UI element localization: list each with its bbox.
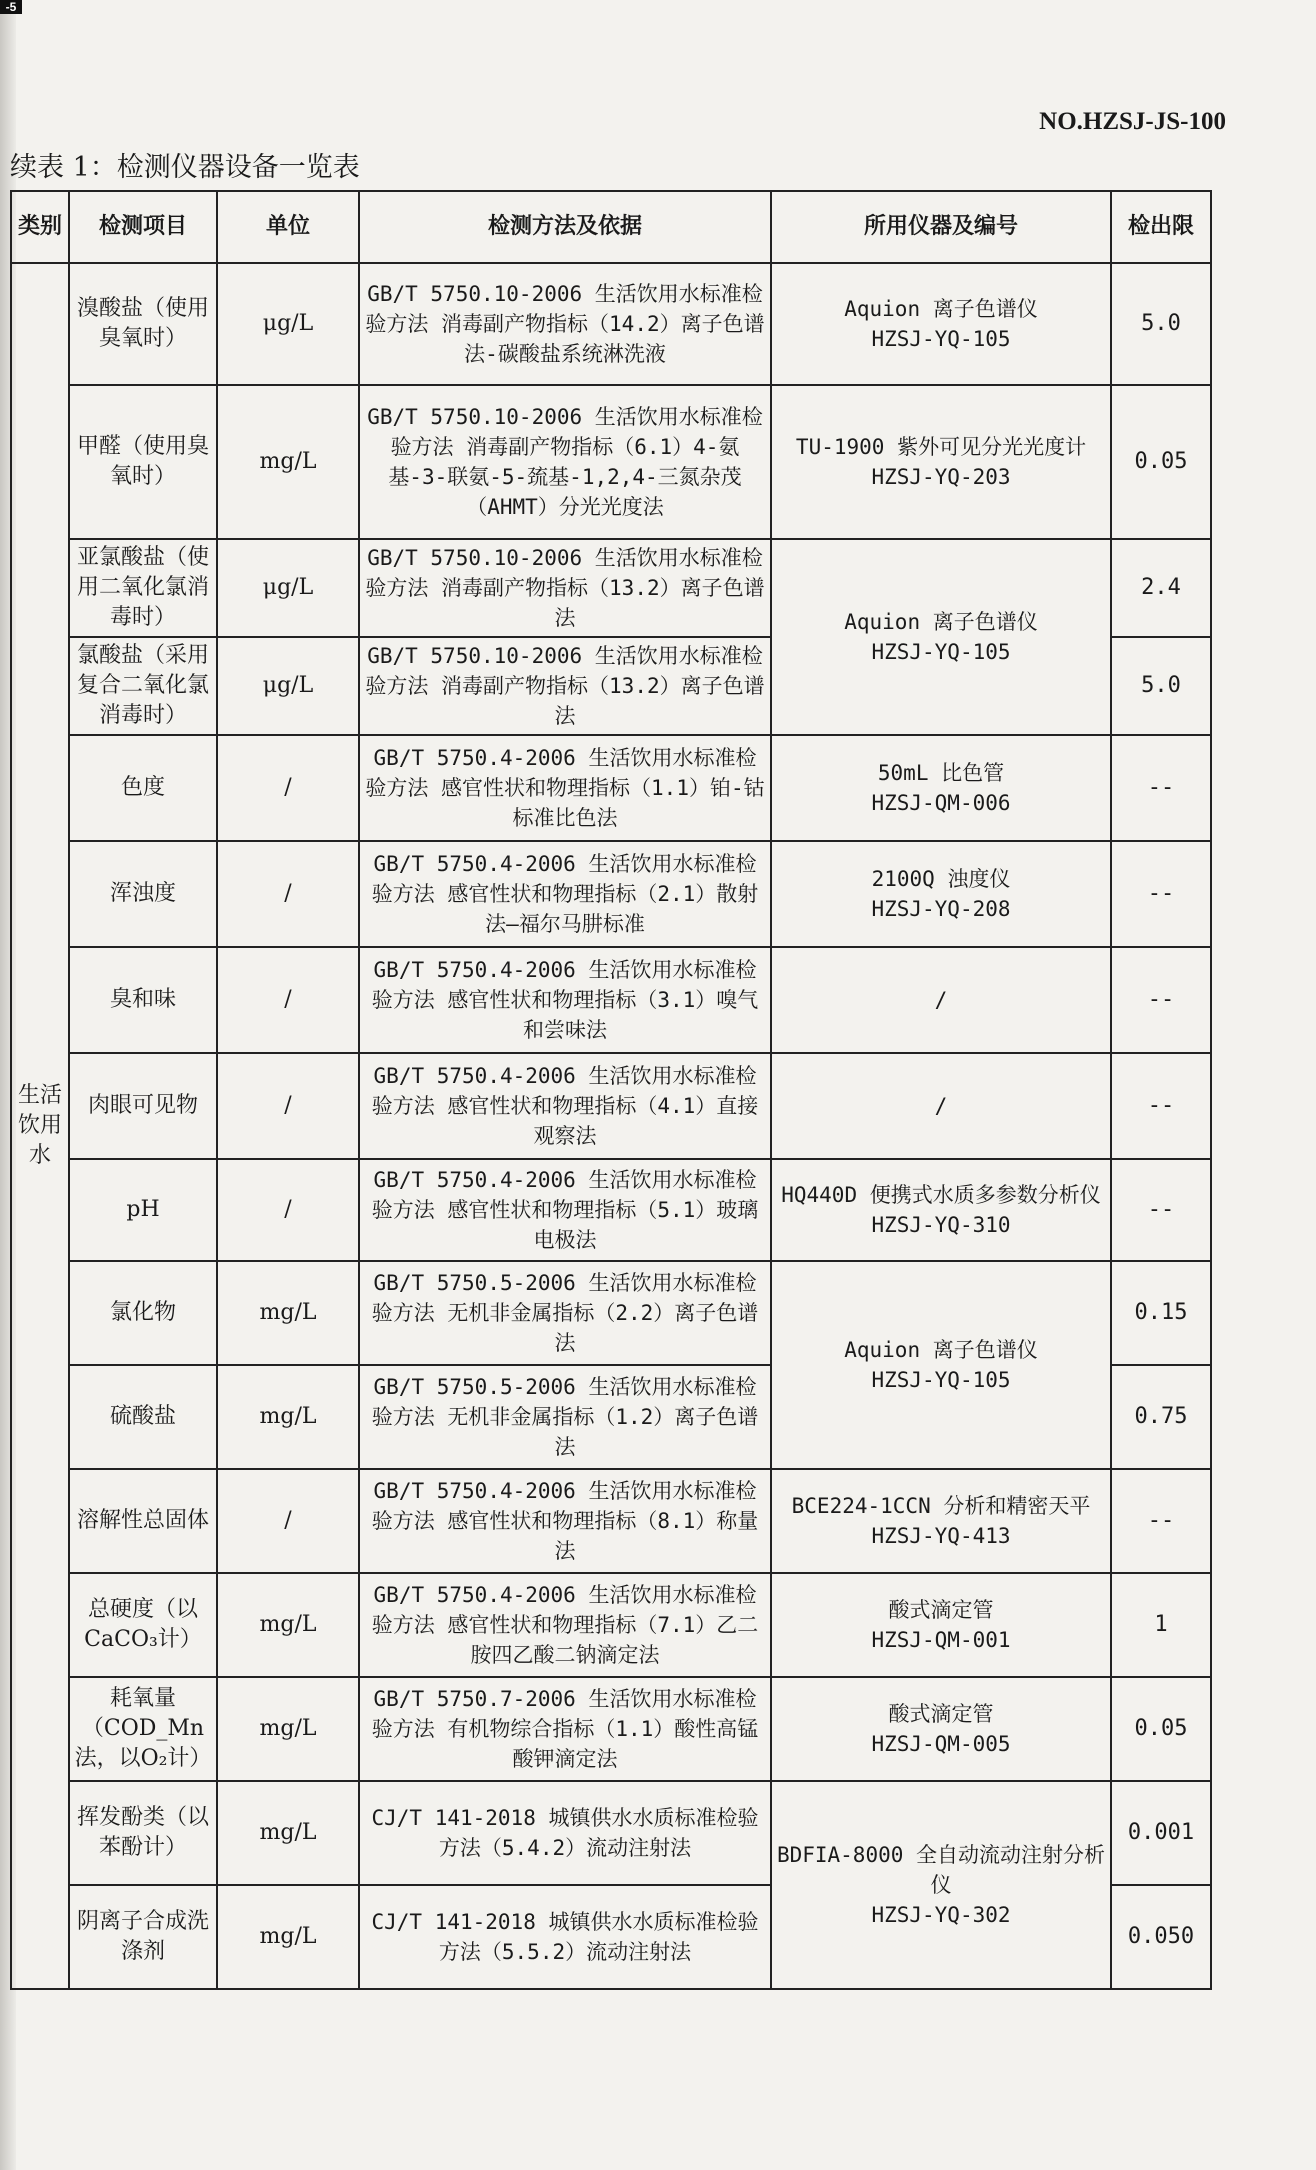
unit-cell: mg/L xyxy=(217,1261,359,1365)
method-cell: GB/T 5750.5-2006 生活饮用水标准检验方法 无机非金属指标（2.2）离子色谱法 xyxy=(359,1261,771,1365)
limit-cell: -- xyxy=(1111,735,1211,841)
item-cell: 肉眼可见物 xyxy=(69,1053,217,1159)
header-category: 类别 xyxy=(11,191,69,263)
limit-cell: -- xyxy=(1111,841,1211,947)
table-row xyxy=(11,947,1211,1053)
item-cell: 阴离子合成洗涤剂 xyxy=(69,1885,217,1989)
red-seal-stamp-fragment xyxy=(1276,760,1316,1120)
item-cell: 氯化物 xyxy=(69,1261,217,1365)
unit-cell: μg/L xyxy=(217,263,359,385)
limit-cell: 0.001 xyxy=(1111,1781,1211,1885)
item-cell: 甲醛（使用臭氧时） xyxy=(69,385,217,539)
header-method: 检测方法及依据 xyxy=(359,191,771,263)
limit-cell: 0.05 xyxy=(1111,1677,1211,1781)
limit-cell: 0.75 xyxy=(1111,1365,1211,1469)
instrument-cell: HQ440D 便携式水质多参数分析仪 HZSJ-YQ-310 xyxy=(771,1159,1111,1261)
method-cell: CJ/T 141-2018 城镇供水水质标准检验方法（5.4.2）流动注射法 xyxy=(359,1781,771,1885)
unit-cell: μg/L xyxy=(217,637,359,735)
unit-cell: / xyxy=(217,1159,359,1261)
instrument-cell: BCE224-1CCN 分析和精密天平 HZSJ-YQ-413 xyxy=(771,1469,1111,1573)
page-tab: -5 xyxy=(0,0,22,14)
table-row xyxy=(11,539,1211,637)
header-limit: 检出限 xyxy=(1111,191,1211,263)
instrument-cell: Aquion 离子色谱仪 HZSJ-YQ-105 xyxy=(771,1261,1111,1469)
unit-cell: / xyxy=(217,841,359,947)
method-cell: GB/T 5750.4-2006 生活饮用水标准检验方法 感官性状和物理指标（2.1）散射法—福尔马肼标准 xyxy=(359,841,771,947)
instrument-cell: Aquion 离子色谱仪 HZSJ-YQ-105 xyxy=(771,263,1111,385)
table-row xyxy=(11,1469,1211,1573)
item-cell: 硫酸盐 xyxy=(69,1365,217,1469)
limit-cell: -- xyxy=(1111,1053,1211,1159)
method-cell: CJ/T 141-2018 城镇供水水质标准检验方法（5.5.2）流动注射法 xyxy=(359,1885,771,1989)
document-number: NO.HZSJ-JS-100 xyxy=(1039,108,1226,135)
table-row xyxy=(11,1053,1211,1159)
unit-cell: / xyxy=(217,735,359,841)
category-cell: 生活饮用水 xyxy=(11,263,69,1989)
instrument-cell: / xyxy=(771,1053,1111,1159)
unit-cell: mg/L xyxy=(217,1573,359,1677)
item-cell: 臭和味 xyxy=(69,947,217,1053)
unit-cell: mg/L xyxy=(217,385,359,539)
unit-cell: mg/L xyxy=(217,1677,359,1781)
limit-cell: -- xyxy=(1111,1469,1211,1573)
item-cell: 浑浊度 xyxy=(69,841,217,947)
table-title: 续表 1：检测仪器设备一览表 xyxy=(10,152,360,183)
instrument-cell: / xyxy=(771,947,1111,1053)
method-cell: GB/T 5750.7-2006 生活饮用水标准检验方法 有机物综合指标（1.1）酸性高锰酸钾滴定法 xyxy=(359,1677,771,1781)
instrument-cell: TU-1900 紫外可见分光光度计 HZSJ-YQ-203 xyxy=(771,385,1111,539)
header-item: 检测项目 xyxy=(69,191,217,263)
unit-cell: / xyxy=(217,1053,359,1159)
header-instrument: 所用仪器及编号 xyxy=(771,191,1111,263)
table-row xyxy=(11,1781,1211,1885)
instrument-cell: Aquion 离子色谱仪 HZSJ-YQ-105 xyxy=(771,539,1111,735)
item-cell: 溶解性总固体 xyxy=(69,1469,217,1573)
unit-cell: mg/L xyxy=(217,1781,359,1885)
method-cell: GB/T 5750.4-2006 生活饮用水标准检验方法 感官性状和物理指标（7.1）乙二胺四乙酸二钠滴定法 xyxy=(359,1573,771,1677)
table-header-row xyxy=(11,191,1211,263)
unit-cell: / xyxy=(217,947,359,1053)
limit-cell: -- xyxy=(1111,947,1211,1053)
method-cell: GB/T 5750.10-2006 生活饮用水标准检验方法 消毒副产物指标（6.1）4-氨基-3-联氨-5-巯基-1,2,4-三氮杂茂（AHMT）分光光度法 xyxy=(359,385,771,539)
limit-cell: 5.0 xyxy=(1111,263,1211,385)
table-row xyxy=(11,385,1211,539)
unit-cell: / xyxy=(217,1469,359,1573)
limit-cell: 1 xyxy=(1111,1573,1211,1677)
table-row xyxy=(11,263,1211,385)
table-row xyxy=(11,1261,1211,1365)
table-row xyxy=(11,1159,1211,1261)
instrument-cell: 酸式滴定管 HZSJ-QM-001 xyxy=(771,1573,1111,1677)
item-cell: 色度 xyxy=(69,735,217,841)
limit-cell: -- xyxy=(1111,1159,1211,1261)
header-unit: 单位 xyxy=(217,191,359,263)
limit-cell: 2.4 xyxy=(1111,539,1211,637)
method-cell: GB/T 5750.10-2006 生活饮用水标准检验方法 消毒副产物指标（13.2）离子色谱法 xyxy=(359,637,771,735)
limit-cell: 0.05 xyxy=(1111,385,1211,539)
table-row xyxy=(11,1573,1211,1677)
item-cell: 氯酸盐（采用复合二氧化氯消毒时） xyxy=(69,637,217,735)
item-cell: 亚氯酸盐（使用二氧化氯消毒时） xyxy=(69,539,217,637)
limit-cell: 5.0 xyxy=(1111,637,1211,735)
method-cell: GB/T 5750.4-2006 生活饮用水标准检验方法 感官性状和物理指标（8.1）称量法 xyxy=(359,1469,771,1573)
item-cell: 总硬度（以CaCO₃计） xyxy=(69,1573,217,1677)
method-cell: GB/T 5750.4-2006 生活饮用水标准检验方法 感官性状和物理指标（5.1）玻璃电极法 xyxy=(359,1159,771,1261)
limit-cell: 0.050 xyxy=(1111,1885,1211,1989)
item-cell: 挥发酚类（以苯酚计） xyxy=(69,1781,217,1885)
limit-cell: 0.15 xyxy=(1111,1261,1211,1365)
method-cell: GB/T 5750.4-2006 生活饮用水标准检验方法 感官性状和物理指标（3.1）嗅气和尝味法 xyxy=(359,947,771,1053)
instrument-table xyxy=(10,190,1212,1990)
instrument-cell: 酸式滴定管 HZSJ-QM-005 xyxy=(771,1677,1111,1781)
item-cell: 耗氧量（COD_Mn法，以O₂计） xyxy=(69,1677,217,1781)
item-cell: 溴酸盐（使用臭氧时） xyxy=(69,263,217,385)
method-cell: GB/T 5750.10-2006 生活饮用水标准检验方法 消毒副产物指标（13.2）离子色谱法 xyxy=(359,539,771,637)
method-cell: GB/T 5750.4-2006 生活饮用水标准检验方法 感官性状和物理指标（1.1）铂-钴标准比色法 xyxy=(359,735,771,841)
method-cell: GB/T 5750.5-2006 生活饮用水标准检验方法 无机非金属指标（1.2）离子色谱法 xyxy=(359,1365,771,1469)
unit-cell: μg/L xyxy=(217,539,359,637)
method-cell: GB/T 5750.4-2006 生活饮用水标准检验方法 感官性状和物理指标（4.1）直接观察法 xyxy=(359,1053,771,1159)
instrument-cell: 50mL 比色管 HZSJ-QM-006 xyxy=(771,735,1111,841)
table-row xyxy=(11,1677,1211,1781)
method-cell: GB/T 5750.10-2006 生活饮用水标准检验方法 消毒副产物指标（14.2）离子色谱法-碳酸盐系统淋洗液 xyxy=(359,263,771,385)
item-cell: pH xyxy=(69,1159,217,1261)
unit-cell: mg/L xyxy=(217,1885,359,1989)
table-row xyxy=(11,735,1211,841)
table-row xyxy=(11,841,1211,947)
instrument-cell: BDFIA-8000 全自动流动注射分析仪 HZSJ-YQ-302 xyxy=(771,1781,1111,1989)
unit-cell: mg/L xyxy=(217,1365,359,1469)
instrument-cell: 2100Q 浊度仪 HZSJ-YQ-208 xyxy=(771,841,1111,947)
